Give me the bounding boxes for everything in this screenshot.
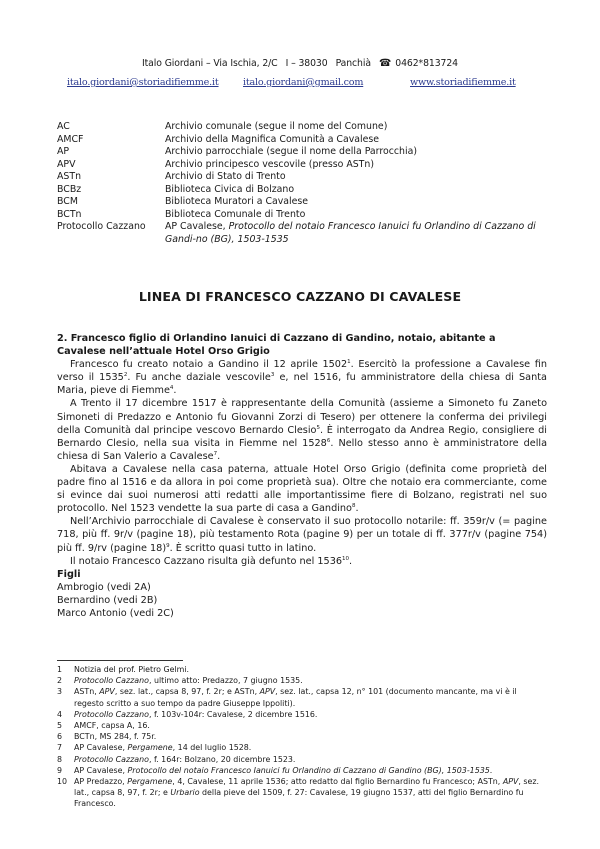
footnote-ref[interactable]: 4: [169, 385, 174, 392]
abbreviation-key: AMCF: [57, 133, 84, 145]
footnote-number: 6: [57, 732, 63, 742]
paragraph: Nell’Archivio parrocchiale di Cavalese è conservato il suo protocollo notarile: ff. 359r/v (= pagine 718, più ff. 9r/v (pagine 18), più testamento Rota (pagine 9) per un totale di ff. 377r/v (pagine 754) più ff. 9/rv (pagine 18)$^9$. È scritto quasi tutto in latino.: [57, 516, 547, 554]
paragraph: Il notaio Francesco Cazzano risulta già defunto nel 1536$^{10}$.: [70, 555, 353, 567]
footnote-ref[interactable]: 9: [166, 542, 170, 549]
footnote-number: 2: [57, 676, 63, 686]
footnote: 7 AP Cavalese, Pergamene, 14 del luglio 1528.: [57, 743, 252, 753]
abbreviation-row: [57, 209, 547, 222]
footnote-ref[interactable]: 10: [342, 555, 350, 562]
email-link-gmail[interactable]: italo.giordani@gmail.com: [243, 77, 364, 88]
letterhead-phone: 0462*813724: [395, 58, 458, 69]
phone-icon: ☎: [378, 58, 392, 69]
footnote-number: 9: [57, 765, 63, 775]
paragraph: Francesco fu creato notaio a Gandino il 12 aprile 1502$^1$. Esercitò la professione a Cavalese fin verso il 1535$^2$. Fu anche daziale vescovile$^3$ e, nel 1516, fu amministratore della chiesa di Santa Maria, pieve di Fiemme$^4$.: [57, 359, 547, 397]
abbreviation-value: Archivio della Magnifica Comunità a Cavalese: [165, 133, 380, 145]
abbreviation-row: [57, 134, 547, 147]
email-link-storiadifiemme[interactable]: italo.giordani@storiadifiemme.it: [67, 77, 219, 88]
footnote-ref[interactable]: 7: [213, 450, 218, 457]
footnote: 2 Protocollo Cazzano, ultimo atto: Predazzo, 7 giugno 1535.: [57, 676, 303, 686]
abbreviation-key: BCM: [57, 196, 78, 207]
footnote-number: 8: [57, 754, 63, 764]
footnote-number: 5: [57, 721, 63, 731]
abbreviation-key: Protocollo Cazzano: [57, 221, 146, 232]
abbreviation-row: [57, 121, 547, 134]
abbreviation-key: BCTn: [57, 208, 82, 220]
child-item: Ambrogio (vedi 2A): [57, 581, 151, 593]
abbreviation-value: [165, 221, 547, 246]
footnote-divider: [57, 660, 183, 661]
footnote-ref[interactable]: 3: [270, 372, 275, 379]
abbreviation-key: AP: [57, 146, 70, 157]
footnote: 10 AP Predazzo, Pergamene, 4, Cavalese, 11 aprile 1536; atto redatto dal figlio Bernardino fu Francesco; ASTn, APV, sez. lat., capsa 8, 97, f. 2r; e Urbario della pieve del 1509, f. 27: Cavalese, 19 giugno 1537, atti del figlio Bernardino fu Francesco.: [57, 777, 540, 809]
abbreviation-row: [57, 159, 547, 172]
abbreviation-row: [57, 196, 547, 209]
footnote: 3 ASTn, APV, sez. lat., capsa 8, 97, f. 2r; e ASTn, APV, sez. lat., capsa 12, n° 101 (documento mancante, ma vi è il regesto scritto a suo tempo da padre Giuseppe Ippoliti).: [57, 687, 517, 708]
section-heading: 2. Francesco figlio di Orlandino Ianuici di Cazzano di Gandino, notaio, abitante a Cavalese nell’attuale Hotel Orso Grigio: [57, 333, 496, 358]
footnote-ref[interactable]: 2: [123, 372, 128, 379]
children-heading: Figli: [57, 568, 81, 580]
abbreviations-table: [57, 121, 547, 246]
abbreviation-row: [57, 146, 547, 159]
abbreviation-value: Biblioteca Muratori a Cavalese: [165, 196, 309, 207]
footnotes: [57, 664, 547, 810]
abbreviation-key: AC: [57, 121, 70, 132]
footnote-ref[interactable]: 5: [316, 424, 320, 431]
footnote-ref[interactable]: 1: [347, 359, 351, 366]
footnote: 4 Protocollo Cazzano, f. 103v-104r: Cavalese, 2 dicembre 1516.: [57, 709, 318, 719]
footnote-number: 4: [57, 709, 63, 719]
footnote-ref[interactable]: 8: [351, 503, 356, 510]
abbreviation-value: Archivio di Stato di Trento: [165, 171, 286, 182]
abbreviation-row: [57, 184, 547, 197]
letterhead-name-address: Italo Giordani – Via Ischia, 2/C: [141, 58, 278, 69]
footnote: 9 AP Cavalese, Protocollo del notaio Francesco Ianuici fu Orlandino di Cazzano di Gandino (BG), 1503-1535.: [57, 765, 493, 775]
footnote: 1 Notizia del prof. Pietro Gelmi.: [57, 665, 190, 674]
paragraph: Abitava a Cavalese nella casa paterna, attuale Hotel Orso Grigio (definita come proprietà del padre fino al 1516 e da allora in poi come proprietà sua). Oltre che notaio era commerciante, come si evince dai suoi numerosi atti redatti alle importantissime fiere di Bolzano, registrati nel suo protocollo. Nel 1523 vendette la sua parte di casa a Gandino$^8$.: [57, 463, 547, 515]
abbreviation-row: [57, 221, 547, 246]
abbreviation-value-title: Protocollo del notaio Francesco Ianuici fu Orlandino di Cazzano di Gandi-no (BG), 1503-1535: [165, 221, 536, 245]
paragraph: A Trento il 17 dicembre 1517 è rappresentante della Comunità (assieme a Simoneto fu Zaneto Simoneti di Predazzo e Antonio fu Giovanni Zorzi di Tesero) per ottenere la conferma dei privilegi della Comunità dal principe vescovo Bernardo Clesio$^5$. È interrogato da Andrea Regio, consigliere di Bernardo Clesio, nella sua visita in Fiemme nel 1528$^6$. Nello stesso anno è amministratore della chiesa di San Valerio a Cavalese$^7$.: [57, 398, 548, 462]
abbreviation-value: Archivio comunale (segue il nome del Comune): [165, 121, 388, 132]
abbreviation-row: [57, 171, 547, 184]
abbreviation-value: Biblioteca Comunale di Trento: [165, 208, 306, 220]
footnote-number: 1: [57, 665, 63, 674]
letterhead-contact: [0, 58, 600, 69]
page-title: LINEA DI FRANCESCO CAZZANO DI CAVALESE: [138, 289, 462, 304]
abbreviation-value: Archivio principesco vescovile (presso ASTn): [165, 158, 375, 170]
footnote-number: 10: [57, 777, 68, 787]
abbreviation-value: Biblioteca Civica di Bolzano: [165, 183, 295, 195]
child-item: Marco Antonio (vedi 2C): [57, 607, 174, 619]
website-link[interactable]: www.storiadifiemme.it: [410, 77, 516, 88]
abbreviation-value: Archivio parrocchiale (segue il nome della Parrocchia): [165, 146, 418, 157]
biography-section: [57, 332, 547, 620]
abbreviation-key: BCBz: [57, 183, 82, 195]
footnote: 5 AMCF, capsa A, 16.: [57, 721, 150, 731]
footnote-number: 3: [57, 687, 63, 697]
abbreviation-value-prefix: AP Cavalese,: [165, 221, 229, 232]
abbreviation-key: ASTn: [57, 171, 82, 182]
letterhead-town: Panchià: [335, 58, 371, 69]
letterhead-postal: I – 38030: [285, 58, 328, 69]
footnote-ref[interactable]: 6: [326, 437, 331, 444]
footnote: 8 Protocollo Cazzano, f. 164r: Bolzano, 20 dicembre 1523.: [57, 754, 296, 764]
footnote-number: 7: [57, 743, 63, 753]
abbreviation-key: APV: [57, 158, 76, 170]
child-item: Bernardino (vedi 2B): [57, 594, 158, 606]
footnote: 6 BCTn, MS 284, f. 75r.: [57, 732, 157, 742]
